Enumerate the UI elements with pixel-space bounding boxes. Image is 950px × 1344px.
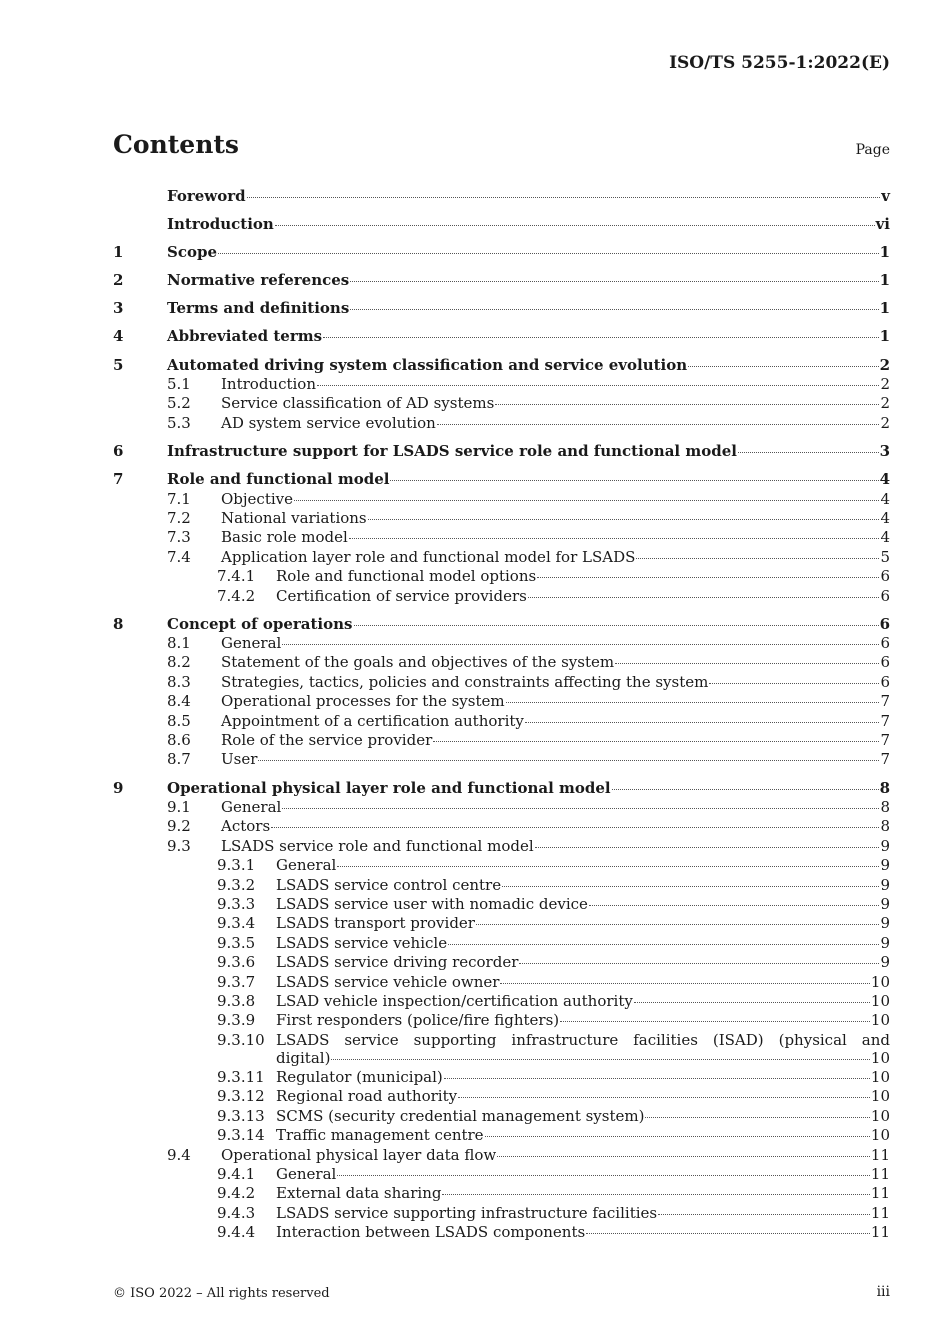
dot-leader: [433, 741, 879, 742]
toc-entry-number: 9.3.11: [217, 1068, 265, 1087]
toc-entry-title: National variations: [221, 508, 367, 527]
toc-entry-number: 9.3.3: [217, 894, 256, 913]
toc-entry-title: Statement of the goals and objectives of the system: [221, 653, 615, 672]
toc-entry-title: LSADS transport provider: [276, 914, 475, 933]
toc-entry-page: 2: [879, 355, 890, 374]
toc-entry-number: 8.1: [167, 634, 191, 653]
toc-entry[interactable]: [113, 835, 890, 854]
toc-entry-number: 7.4.1: [217, 567, 256, 586]
toc-entry-number: 9.4.4: [217, 1223, 256, 1242]
page-column-label: Page: [855, 142, 890, 158]
dot-leader: [612, 789, 879, 790]
toc-entry[interactable]: [113, 671, 890, 690]
toc-entry-page: 11: [870, 1165, 890, 1184]
toc-entry-number: 9.3.1: [217, 856, 256, 875]
dot-leader: [476, 924, 879, 925]
toc-entry[interactable]: [113, 345, 890, 373]
toc-entry-title: Certification of service providers: [276, 586, 527, 605]
toc-entry-number: 9.3.14: [217, 1126, 265, 1145]
dot-leader: [658, 1214, 870, 1215]
toc-entry-number: 9.2: [167, 817, 191, 836]
toc-entry-number: 9.1: [167, 798, 191, 817]
toc-entry-page: 1: [879, 327, 890, 346]
toc-entry-page: 7: [880, 711, 890, 730]
toc-entry[interactable]: [113, 1144, 890, 1163]
document-id: ISO/TS 5255-1:2022(E): [669, 53, 890, 73]
toc-entry[interactable]: [113, 1010, 890, 1029]
toc-entry-title: Regulator (municipal): [276, 1068, 443, 1087]
toc-entry-page: 10: [870, 1087, 890, 1106]
toc-entry[interactable]: [113, 913, 890, 932]
toc-entry[interactable]: [113, 412, 890, 431]
toc-entry-number: 7.4: [167, 547, 191, 566]
dot-leader: [331, 1059, 869, 1060]
toc-entry[interactable]: [113, 894, 890, 913]
toc-entry[interactable]: [113, 1164, 890, 1183]
toc-entry-title: Strategies, tactics, policies and constraints affecting the system: [221, 672, 709, 691]
toc-entry-number: 6: [113, 441, 124, 460]
toc-entry-number: 9.3.7: [217, 972, 256, 991]
toc-entry[interactable]: [113, 652, 890, 671]
toc-entry-number: 9.3.5: [217, 933, 256, 952]
dot-leader: [258, 760, 879, 761]
toc-entry-page: 10: [870, 972, 890, 991]
toc-entry-page: 8: [880, 817, 890, 836]
dot-leader: [354, 625, 879, 626]
toc-entry-number: 8.3: [167, 672, 191, 691]
toc-entry-number: 9.3.8: [217, 991, 256, 1010]
toc-entry-page: 10: [870, 1126, 890, 1145]
toc-entry-title: LSADS service driving recorder: [276, 953, 519, 972]
toc-entry-page: 6: [879, 614, 890, 633]
toc-entry-page: 6: [880, 653, 890, 672]
dot-leader: [738, 452, 879, 453]
toc-entry-title: Automated driving system classification and service evolution: [167, 355, 688, 374]
dot-leader: [688, 366, 878, 367]
toc-entry-page: 4: [880, 508, 890, 527]
toc-entry-page: 11: [870, 1223, 890, 1242]
toc-entry-title: Introduction: [167, 214, 274, 233]
toc-entry-page: 10: [870, 1106, 890, 1125]
toc-entry-title: Basic role model: [221, 528, 348, 547]
toc-entry-number: 7: [113, 470, 124, 489]
toc-entry-page: 9: [880, 933, 890, 952]
toc-entry-title: Concept of operations: [167, 614, 353, 633]
toc-entry[interactable]: [113, 488, 890, 507]
toc-entry[interactable]: [113, 710, 890, 729]
toc-entry-number: 2: [113, 271, 124, 290]
toc-entry-title: LSADS service vehicle owner: [276, 972, 500, 991]
toc-entry-number: 9.3.4: [217, 914, 256, 933]
toc-entry[interactable]: [113, 633, 890, 652]
toc-entry-title: Appointment of a certification authority: [221, 711, 524, 730]
toc-entry-page: 7: [880, 750, 890, 769]
toc-entry-page: 9: [880, 914, 890, 933]
dot-leader: [525, 722, 880, 723]
toc-entry-title: General: [221, 634, 282, 653]
dot-leader: [275, 225, 875, 226]
toc-entry[interactable]: [113, 971, 890, 990]
toc-entry-title: Abbreviated terms: [167, 327, 323, 346]
toc-entry[interactable]: [113, 205, 890, 233]
toc-entry[interactable]: [113, 1086, 890, 1105]
toc-entry-title: SCMS (security credential management system): [276, 1106, 645, 1125]
toc-entry[interactable]: [113, 855, 890, 874]
toc-entry-number: 7.2: [167, 508, 191, 527]
toc-entry[interactable]: [113, 1183, 890, 1202]
toc-entry-number: 9.3.6: [217, 953, 256, 972]
toc-entry-page: 6: [880, 672, 890, 691]
toc-entry-title: First responders (police/fire fighters): [276, 1011, 560, 1030]
toc-entry-title: Application layer role and functional model for LSADS: [221, 547, 636, 566]
toc-entry[interactable]: [113, 393, 890, 412]
toc-entry-number: 8.2: [167, 653, 191, 672]
toc-entry-title: General: [276, 856, 337, 875]
toc-entry[interactable]: [113, 527, 890, 546]
toc-entry[interactable]: [113, 952, 890, 971]
toc-entry-page: 11: [870, 1145, 890, 1164]
toc-entry-page: 9: [880, 875, 890, 894]
dot-leader: [350, 309, 878, 310]
toc-entry-page: 4: [879, 470, 890, 489]
toc-entry[interactable]: [113, 546, 890, 565]
toc-entry[interactable]: [113, 566, 890, 585]
toc-entry-title: Actors: [221, 817, 271, 836]
toc-entry-continuation: [276, 1049, 890, 1067]
toc-entry-page: 8: [880, 798, 890, 817]
toc-entry-title: Objective: [221, 489, 294, 508]
toc-entry-number: 3: [113, 299, 124, 318]
dot-leader: [645, 1117, 869, 1118]
dot-leader: [500, 983, 869, 984]
toc-entry-page: 10: [870, 991, 890, 1010]
toc-entry[interactable]: [113, 749, 890, 768]
dot-leader: [636, 558, 879, 559]
toc-entry-number: 5.3: [167, 413, 191, 432]
toc-entry-page: 2: [880, 375, 890, 394]
toc-entry[interactable]: [113, 261, 890, 289]
toc-entry[interactable]: [113, 1125, 890, 1144]
toc-entry[interactable]: [113, 289, 890, 317]
toc-entry-page: 8: [879, 778, 890, 797]
toc-entry-page: 1: [879, 242, 890, 261]
toc-entry-title: Regional road authority: [276, 1087, 458, 1106]
toc-entry[interactable]: [113, 816, 890, 835]
dot-leader: [337, 1175, 870, 1176]
toc-entry-title: Normative references: [167, 271, 350, 290]
toc-entry-page: 10: [870, 1048, 890, 1067]
dot-leader: [294, 500, 879, 501]
toc-entry-title: Infrastructure support for LSADS service role and functional model: [167, 441, 737, 460]
page-title: Contents: [113, 130, 240, 159]
dot-leader: [537, 577, 879, 578]
toc-entry-page: 11: [870, 1203, 890, 1222]
toc-entry-number: 9.3.12: [217, 1087, 265, 1106]
toc-entry-number: 5.1: [167, 375, 191, 394]
toc-entry-page: 5: [880, 547, 890, 566]
dot-leader: [442, 1194, 869, 1195]
dot-leader: [350, 281, 878, 282]
toc-entry-number: 9.4.1: [217, 1165, 256, 1184]
dot-leader: [502, 886, 879, 887]
toc-entry-number: 8.7: [167, 750, 191, 769]
dot-leader: [535, 847, 880, 848]
toc-entry-title: Role and functional model: [167, 470, 390, 489]
toc-entry-number: 1: [113, 242, 124, 261]
toc-entry[interactable]: [113, 585, 890, 604]
toc-entry-number: 9.4: [167, 1145, 191, 1164]
toc-entry-wrapped-title: [276, 1031, 890, 1067]
dot-leader: [390, 480, 878, 481]
toc-entry-page: 2: [880, 413, 890, 432]
toc-entry-number: 7.4.2: [217, 586, 256, 605]
dot-leader: [589, 905, 880, 906]
dot-leader: [615, 663, 879, 664]
toc-entry-page: 7: [880, 692, 890, 711]
dot-leader: [368, 519, 880, 520]
toc-entry-title: Operational physical layer data flow: [221, 1145, 497, 1164]
toc-entry-number: 8.4: [167, 692, 191, 711]
toc-entry[interactable]: [113, 691, 890, 710]
dot-leader: [282, 644, 879, 645]
toc-entry[interactable]: [113, 1029, 890, 1066]
toc-entry-title: Role of the service provider: [221, 731, 433, 750]
toc-entry[interactable]: [113, 797, 890, 816]
dot-leader: [485, 1136, 870, 1137]
toc-entry[interactable]: [113, 874, 890, 893]
toc-entry-title: AD system service evolution: [221, 413, 436, 432]
dot-leader: [497, 1156, 870, 1157]
toc-entry-page: 9: [880, 836, 890, 855]
toc-entry[interactable]: [113, 460, 890, 488]
toc-entry-number: 9.3.10: [217, 1030, 265, 1049]
toc-entry-title: General: [221, 798, 282, 817]
toc-entry-title: Foreword: [167, 186, 246, 205]
toc-entry-page: 9: [880, 894, 890, 913]
dot-leader: [247, 197, 881, 198]
toc-entry-page: 10: [870, 1011, 890, 1030]
toc-entry-page: 7: [880, 731, 890, 750]
toc-entry-number: 5.2: [167, 394, 191, 413]
toc-entry-title: External data sharing: [276, 1184, 442, 1203]
dot-leader: [444, 1078, 870, 1079]
toc-entry-number: 8.6: [167, 731, 191, 750]
dot-leader: [349, 538, 880, 539]
toc-entry-title: LSADS service supporting infrastructure facilities (ISAD) (physical and: [276, 1030, 890, 1049]
toc-entry-number: 9.3.13: [217, 1106, 265, 1125]
toc-entry-title: Operational processes for the system: [221, 692, 505, 711]
toc-entry-title-continuation: digital): [276, 1048, 331, 1067]
toc-entry-number: 7.1: [167, 489, 191, 508]
dot-leader: [634, 1002, 870, 1003]
dot-leader: [528, 597, 880, 598]
toc-entry-title: LSADS service supporting infrastructure facilities: [276, 1203, 658, 1222]
dot-leader: [506, 702, 880, 703]
toc-entry[interactable]: [113, 768, 890, 796]
toc-entry-title: Operational physical layer role and functional model: [167, 778, 611, 797]
toc-entry-number: 8.5: [167, 711, 191, 730]
toc-entry-number: 9.3.9: [217, 1011, 256, 1030]
toc-entry-page: 6: [880, 567, 890, 586]
toc-entry-page: v: [881, 186, 890, 205]
toc-entry-number: 9: [113, 778, 124, 797]
toc-entry-title: General: [276, 1165, 337, 1184]
dot-leader: [709, 683, 879, 684]
toc-entry-number: 9.3: [167, 836, 191, 855]
toc-entry[interactable]: [113, 1202, 890, 1221]
toc-entry[interactable]: [113, 374, 890, 393]
dot-leader: [495, 404, 879, 405]
page-number: iii: [876, 1284, 890, 1300]
toc-entry-number: 4: [113, 327, 124, 346]
toc-entry-page: 4: [880, 489, 890, 508]
toc-entry-page: vi: [875, 214, 890, 233]
toc-entry-page: 9: [880, 856, 890, 875]
dot-leader: [218, 253, 879, 254]
toc-entry-title: Traffic management centre: [276, 1126, 484, 1145]
toc-entry-title: Terms and definitions: [167, 299, 350, 318]
toc-entry[interactable]: [113, 932, 890, 951]
toc-entry-title: Interaction between LSADS components: [276, 1223, 586, 1242]
toc-entry[interactable]: [113, 317, 890, 345]
toc-entry-page: 1: [879, 299, 890, 318]
toc-entry-title: LSADS service user with nomadic device: [276, 894, 588, 913]
toc-entry-page: 4: [880, 528, 890, 547]
dot-leader: [458, 1097, 870, 1098]
dot-leader: [586, 1233, 870, 1234]
toc-entry-title: LSADS service control centre: [276, 875, 502, 894]
toc-entry[interactable]: [113, 730, 890, 749]
dot-leader: [560, 1021, 870, 1022]
toc-entry-number: 9.3.2: [217, 875, 256, 894]
toc-entry-title: Service classification of AD systems: [221, 394, 495, 413]
toc-entry-page: 9: [880, 953, 890, 972]
copyright-notice: © ISO 2022 – All rights reserved: [113, 1286, 330, 1301]
toc-entry-page: 10: [870, 1068, 890, 1087]
dot-leader: [323, 337, 878, 338]
toc-entry[interactable]: [113, 1222, 890, 1241]
dot-leader: [448, 944, 879, 945]
toc-entry[interactable]: [113, 991, 890, 1010]
dot-leader: [282, 808, 879, 809]
toc-entry-title: User: [221, 750, 258, 769]
toc-entry-title: Role and functional model options: [276, 567, 537, 586]
toc-entry-page: 3: [879, 441, 890, 460]
toc-entry-title: LSAD vehicle inspection/certification authority: [276, 991, 633, 1010]
dot-leader: [271, 827, 879, 828]
toc-entry-page: 11: [870, 1184, 890, 1203]
toc-entry-title: LSADS service role and functional model: [221, 836, 534, 855]
toc-entry-number: 9.4.3: [217, 1203, 256, 1222]
toc-entry-title: Scope: [167, 242, 218, 261]
toc-entry[interactable]: [113, 185, 890, 205]
toc-entry-number: 5: [113, 355, 124, 374]
toc-entry-title: LSADS service vehicle: [276, 933, 448, 952]
toc-entry[interactable]: [113, 1067, 890, 1086]
toc-entry[interactable]: [113, 605, 890, 633]
toc-entry-page: 6: [880, 634, 890, 653]
dot-leader: [337, 866, 879, 867]
table-of-contents: [113, 185, 890, 1241]
toc-entry-number: 7.3: [167, 528, 191, 547]
toc-entry-page: 1: [879, 271, 890, 290]
toc-entry[interactable]: [113, 508, 890, 527]
toc-entry-title: Introduction: [221, 375, 316, 394]
dot-leader: [317, 385, 879, 386]
dot-leader: [437, 424, 880, 425]
toc-entry-number: 9.4.2: [217, 1184, 256, 1203]
toc-entry-number: 8: [113, 614, 124, 633]
toc-entry-page: 2: [880, 394, 890, 413]
toc-entry-page: 6: [880, 586, 890, 605]
dot-leader: [519, 963, 879, 964]
toc-entry[interactable]: [113, 233, 890, 261]
toc-entry[interactable]: [113, 1105, 890, 1124]
toc-entry[interactable]: [113, 432, 890, 460]
